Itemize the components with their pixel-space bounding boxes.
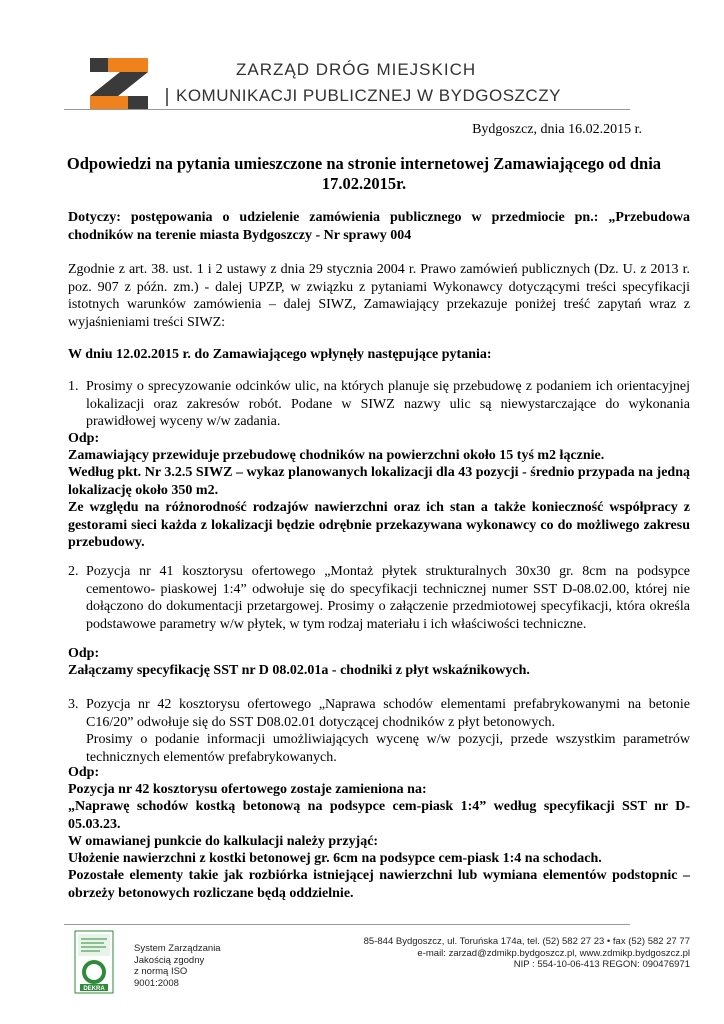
question-number: 2. bbox=[68, 564, 79, 579]
dekra-certificate-badge bbox=[74, 930, 114, 994]
document-date: Bydgoszcz, dnia 16.02.2015 r. bbox=[472, 122, 642, 137]
answer-label: Odp: bbox=[68, 765, 100, 780]
question-text: Pozycja nr 42 kosztorysu ofertowego „Naprawa schodów elementami prefabrykowanymi na betonie C16/20” odwołuje się do SST D08.02.01 dotyczącej chodników z płyt betonowych. bbox=[86, 697, 690, 730]
intro-paragraph: Zgodnie z art. 38. ust. 1 i 2 ustawy z dnia 29 stycznia 2004 r. Prawo zamówień publicznych (Dz. U. z 2013 r. poz. 907 z późn. zm.) - dalej UPZP, w związku z pytaniami Wykonawcy dotyczącymi treści specyfikacji istotnych warunków zamówienia – dalej SIWZ, Zamawiający przekazuje poniżej treść zapytań wraz z wyjaśnieniami treści SIWZ: bbox=[68, 262, 690, 330]
iso-line: 9001:2008 bbox=[134, 977, 179, 989]
nip-regon: NIP : 554-10-06-413 REGON: 090476971 bbox=[513, 959, 690, 970]
question-3 bbox=[68, 696, 690, 766]
iso-line: z normą ISO bbox=[134, 966, 188, 977]
answer-2-line-1: Załączamy specyfikację SST nr D 08.02.01a - chodniki z płyt wskaźnikowych. bbox=[68, 663, 530, 678]
zdmikp-logo bbox=[88, 56, 158, 112]
answer-1-line-2: Według pkt. Nr 3.2.5 SIWZ – wykaz planowanych lokalizacji dla 43 pozycji - średnio przypada na jedną lokalizację około 350 m2. bbox=[68, 465, 690, 498]
answer-3-line-3: W omawianej punkcie do kalkulacji należy przyjąć: bbox=[68, 834, 379, 849]
answer-3-line-2: „Naprawę schodów kostką betonową na podsypce cem-piask 1:4” według specyfikacji SST nr D-05.03.23. bbox=[68, 799, 690, 832]
subject-line: Dotyczy: postępowania o udzielenie zamówienia publicznego w przedmiocie pn.: „Przebudowa chodników na terenie miasta Bydgoszczy - Nr sprawy 004 bbox=[68, 210, 690, 243]
answer-3-line-1: Pozycja nr 42 kosztorysu ofertowego zostaje zamieniona na: bbox=[68, 782, 427, 797]
answer-label: Odp: bbox=[68, 646, 100, 661]
question-number: 1. bbox=[68, 379, 79, 394]
question-1 bbox=[68, 378, 690, 431]
questions-heading: W dniu 12.02.2015 r. do Zamawiającego wpłynęły następujące pytania: bbox=[68, 347, 492, 362]
answer-3-line-5: Pozostałe elementy takie jak rozbiórka istniejącej nawierzchni lub wymiana elementów podstopnic – obrzeży betonowych rozliczane będą oddzielnie. bbox=[68, 868, 690, 901]
iso-line: Jakością zgodny bbox=[134, 954, 205, 966]
answer-label: Odp: bbox=[68, 431, 100, 446]
cert-label: DEKRA bbox=[83, 986, 105, 992]
email-website[interactable]: e-mail: zarzad@zdmikp.bydgoszcz.pl, www.zdmikp.bydgoszcz.pl bbox=[417, 947, 690, 959]
iso-line: System Zarządzania bbox=[134, 943, 221, 954]
question-text: Pozycja nr 41 kosztorysu ofertowego „Montaż płytek strukturalnych 30x30 gr. 8cm na podsypce cementowo- piaskowej 1:4” odwołuje się do specyfikacji technicznej numer SST D-08.02.00, której nie dołączono do dokumentacji przetargowej. Prosimy o załączenie przedmiotowej specyfikacji, która określa podstawowe parametry w/w płytek, w tym rodzaj materiału i ich właściwości techniczne. bbox=[86, 564, 690, 632]
footer-divider bbox=[64, 924, 630, 925]
document-title: Odpowiedzi na pytania umieszczone na stronie internetowej Zamawiającego od dnia 17.02.2015r. bbox=[66, 154, 662, 193]
question-2 bbox=[68, 563, 690, 633]
header-separator-bar bbox=[166, 88, 168, 106]
question-text-continued: Prosimy o podanie informacji umożliwiających wycenę w/w pozycji, przede wszystkim parametrów technicznych elementów prefabrykowanych. bbox=[86, 732, 690, 765]
iso-statement bbox=[134, 943, 221, 989]
question-text: Prosimy o sprecyzowanie odcinków ulic, na których planuje się przebudowę z podaniem ich orientacyjnej lokalizacji oraz zakresów robót. Podane w SIWZ nazwy ulic są niewystarczające do wykonania prawidłowej wyceny w/w zadania. bbox=[86, 379, 690, 429]
address: 85-844 Bydgoszcz, ul. Toruńska 174a, tel. (52) 582 27 23 • fax (52) 582 27 77 bbox=[363, 936, 690, 947]
answer-1-line-3: Ze względu na różnorodność rodzajów nawierzchni oraz ich stan a także konieczność współpracy z gestorami sieci każda z lokalizacji będzie odrębnie przekazywana wykonawcy co do możliwego zakresu przebudowy. bbox=[68, 500, 690, 550]
question-number: 3. bbox=[68, 697, 79, 712]
contact-info bbox=[364, 936, 690, 971]
org-name-line1: ZARZĄD DRÓG MIEJSKICH bbox=[236, 60, 477, 79]
answer-1-line-1: Zamawiający przewiduje przebudowę chodników na powierzchni około 15 tyś m2 łącznie. bbox=[68, 448, 605, 463]
answer-3-line-4: Ułożenie nawierzchni z kostki betonowej gr. 6cm na podsypce cem-piask 1:4 na schodach. bbox=[68, 851, 602, 866]
org-name-line2: KOMUNIKACJI PUBLICZNEJ W BYDGOSZCZY bbox=[176, 86, 561, 105]
header-divider bbox=[64, 109, 630, 110]
